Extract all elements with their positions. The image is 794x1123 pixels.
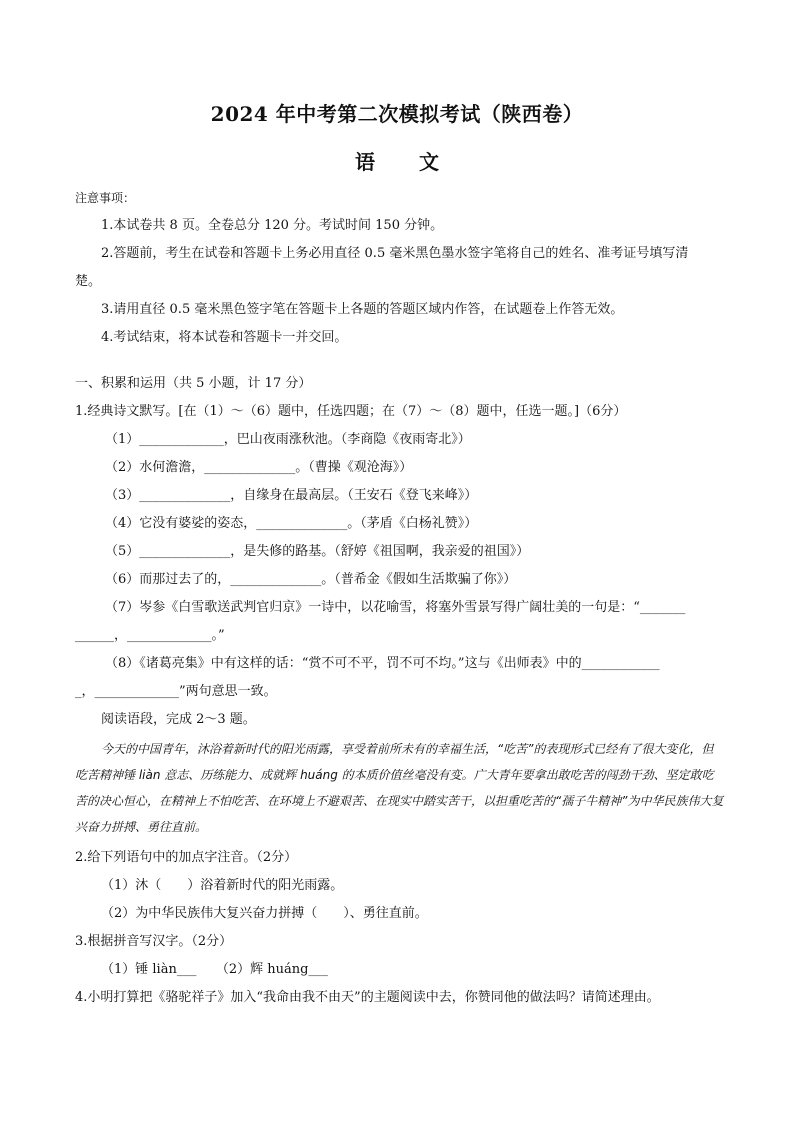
question-1-item: （1）_____________，巴山夜雨涨秋池。（李商隐《夜雨寄北》） — [105, 432, 471, 447]
question-1-item: （4）它没有婆娑的姿态，______________。（茅盾《白杨礼赞》） — [105, 516, 478, 531]
exam-body — [75, 184, 725, 1012]
question-2-item: （1）沐（ ）浴着新时代的阳光雨露。 — [101, 878, 344, 893]
question-2-stem: 2.给下列语句中的加点字注音。（2分） — [75, 850, 298, 865]
question-1-item-continued: _，_____________”两句意思一致。 — [75, 684, 277, 699]
question-1-item: （5）______________，是失修的路基。（舒婷《祖国啊，我亲爱的祖国》） — [105, 544, 530, 559]
subject-title — [0, 146, 794, 175]
notice-item-continued: 楚。 — [75, 274, 102, 289]
section-heading: 一、积累和运用（共 5 小题，计 17 分） — [75, 376, 312, 391]
question-3-item: （1）锤 liàn___ （2）辉 huáng___ — [101, 962, 328, 977]
question-2-item: （2）为中华民族伟大复兴奋力拼搏（ ）、勇往直前。 — [101, 906, 428, 921]
notice-item: 2.答题前，考生在试卷和答题卡上务必用直径 0.5 毫米黑色墨水签字笔将自己的姓名、准考证号填写清 — [101, 246, 689, 261]
reading-instruction: 阅读语段，完成 2～3 题。 — [101, 712, 256, 727]
question-1-item: （8）《诸葛亮集》中有这样的话：“赏不可不平，罚不可不均。”这与《出师表》中的____________ — [105, 656, 660, 671]
question-1-item: （6）而那过去了的，______________。（普希金《假如生活欺骗了你》） — [105, 572, 517, 587]
exam-title: 2024 年中考第二次模拟考试（陕西卷） — [210, 102, 584, 126]
question-1-stem: 1.经典诗文默写。[在（1）～（6）题中，任选四题；在（7）～（8）题中，任选一题。]（6分） — [75, 404, 627, 419]
question-1-item: （2）水何澹澹，______________。（曹操《观沧海》） — [105, 460, 413, 475]
subject-char-2: 文 — [419, 150, 439, 174]
question-1-item-continued: ______，_____________。” — [75, 628, 225, 643]
notice-item: 3.请用直径 0.5 毫米黑色签字笔在答题卡上各题的答题区域内作答，在试题卷上作答无效。 — [101, 302, 624, 317]
reading-passage: 今天的中国青年，沐浴着新时代的阳光雨露，享受着前所未有的幸福生活，“吃苦”的表现形式已经有了很大变化，但吃苦精神锤 liàn 意志、历练能力、成就辉 huáng 的本质价值丝毫没有变。广大青年要拿出敢吃苦的闯劲干劲、坚定敢吃苦的决心恒心，在精神上不怕吃苦、在环境上不避艰苦、在现实中踏实苦干，以担重吃苦的“孺子牛精神”为中华民族伟大复兴奋力拼搏、勇往直前。 — [75, 742, 724, 834]
question-3-stem: 3.根据拼音写汉字。（2分） — [75, 934, 233, 949]
question-1-item: （7）岑参《白雪歌送武判官归京》一诗中，以花喻雪，将塞外雪景写得广阔壮美的一句是：“_______ — [105, 600, 686, 615]
notice-heading: 注意事项： — [75, 191, 136, 205]
notice-item: 4.考试结束，将本试卷和答题卡一并交回。 — [101, 330, 348, 345]
question-1-item: （3）______________，自缘身在最高层。（王安石《登飞来峰》） — [105, 488, 478, 503]
notice-item: 1.本试卷共 8 页。全卷总分 120 分。考试时间 150 分钟。 — [101, 218, 444, 233]
subject-char-1: 语 — [355, 150, 375, 174]
question-4-stem: 4.小明打算把《骆驼祥子》加入“我命由我不由天”的主题阅读中去，你赞同他的做法吗？请简述理由。 — [75, 990, 660, 1005]
